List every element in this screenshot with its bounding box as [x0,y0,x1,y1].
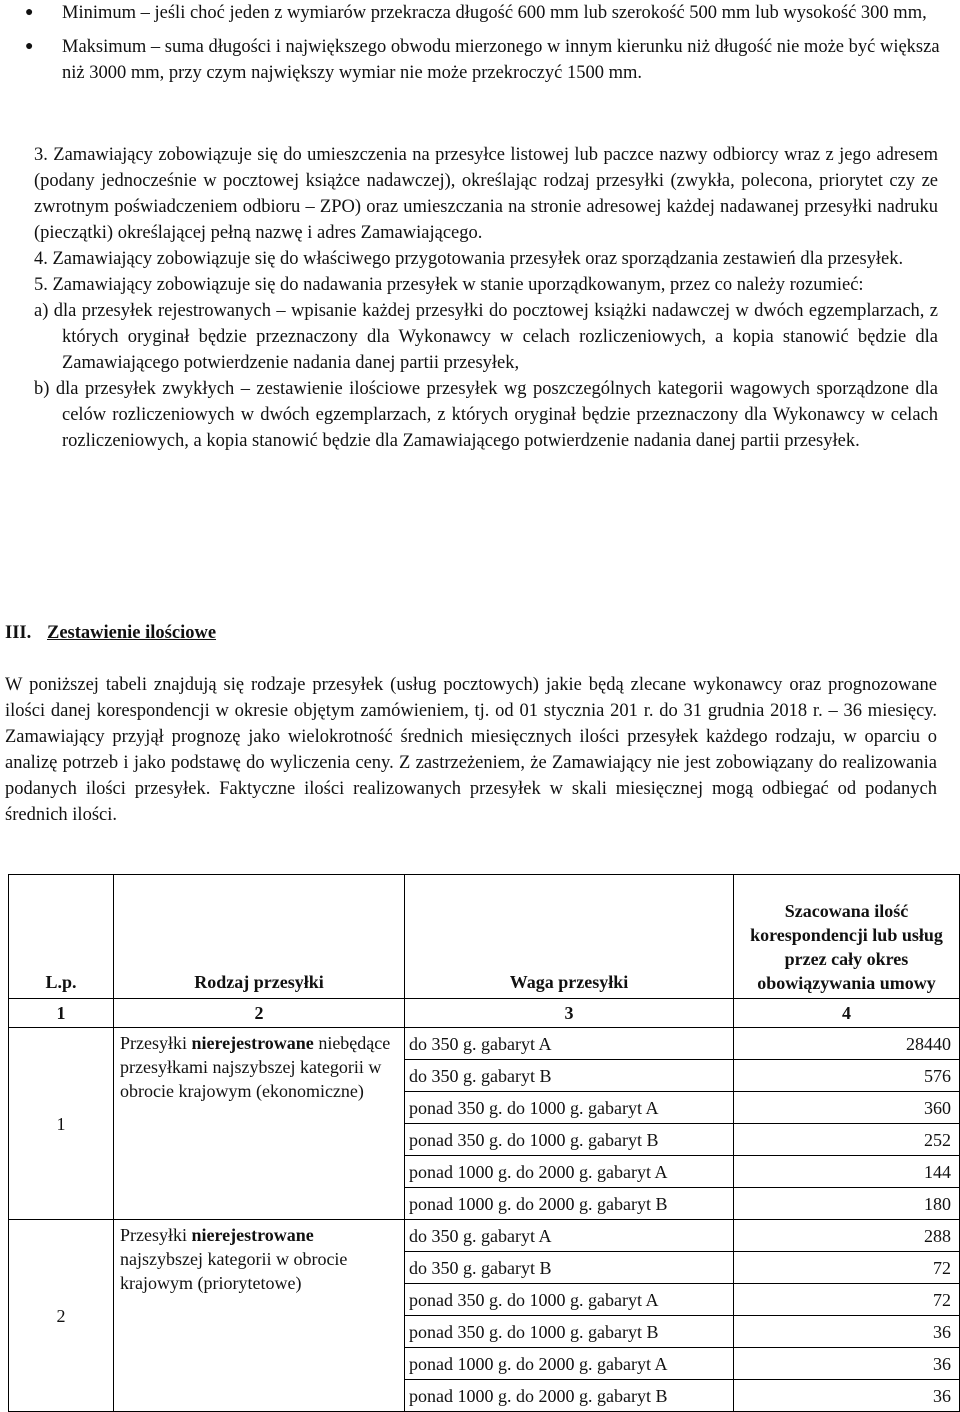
point-3: 3. Zamawiający zobowiązuje się do umieszczenia na przesyłce listowej lub paczce nazwy odbiorcy wraz z jego adresem (podany jednocześnie w pocztowej książce nadawczej), określając rodzaj przesyłki (zwykła, polecona, priorytet czy ze zwrotnym poświadczeniem odbioru – ZPO) oraz umieszczania na stronie adresowej każdej nadawanej przesyłki nadruku (pieczątki) określającej pełną nazwę i adres Zamawiającego. [34,145,938,243]
header-waga: Waga przesyłki [405,875,734,999]
kind-text: najszybszej kategorii w obrocie krajowym (priorytetowe) [120,1249,348,1293]
waga-cell: do 350 g. gabaryt A [405,1028,734,1060]
ilosc-cell: 72 [734,1252,960,1284]
waga-cell: ponad 350 g. do 1000 g. gabaryt A [405,1092,734,1124]
waga-cell: ponad 1000 g. do 2000 g. gabaryt A [405,1348,734,1380]
ilosc-cell: 72 [734,1284,960,1316]
waga-cell: ponad 1000 g. do 2000 g. gabaryt B [405,1188,734,1220]
kind-bold-text: nierejestrowane [191,1033,314,1053]
column-number-row [9,999,960,1028]
lp-cell: 2 [9,1220,114,1412]
ilosc-cell: 576 [734,1060,960,1092]
waga-cell: do 350 g. gabaryt B [405,1252,734,1284]
waga-cell: ponad 350 g. do 1000 g. gabaryt B [405,1124,734,1156]
table-header-row [9,875,960,999]
table-row [9,1220,960,1252]
bullet-text: Maksimum – suma długości i największego obwodu mierzonego w innym kierunku niż długość nie może być większa niż 3000 mm, przy czym największy wymiar nie może przekroczyć 1500 mm. [62,37,940,83]
point-5: 5. Zamawiający zobowiązuje się do nadawania przesyłek w stanie uporządkowanym, przez co należy rozumieć: [34,275,864,295]
ilosc-cell: 288 [734,1220,960,1252]
waga-cell: ponad 1000 g. do 2000 g. gabaryt A [405,1156,734,1188]
point-4: 4. Zamawiający zobowiązuje się do właściwego przygotowania przesyłek oraz sporządzania zestawień dla przesyłek. [34,249,904,269]
ilosc-cell: 252 [734,1124,960,1156]
waga-cell: do 350 g. gabaryt B [405,1060,734,1092]
waga-cell: ponad 1000 g. do 2000 g. gabaryt B [405,1380,734,1412]
waga-cell: do 350 g. gabaryt A [405,1220,734,1252]
bullet-item [0,0,940,26]
bullet-list [0,0,940,86]
ilosc-cell: 36 [734,1380,960,1412]
kind-text: niebędące przesyłkami najszybszej kategorii w obrocie krajowym (ekonomiczne) [120,1033,391,1101]
bullet-text: Minimum – jeśli choć jeden z wymiarów przekracza długość 600 mm lub szerokość 500 mm lub wysokość 300 mm, [62,3,927,23]
table-row [9,1028,960,1060]
colnum: 4 [734,999,960,1028]
lp-cell: 1 [9,1028,114,1220]
ilosc-cell: 36 [734,1316,960,1348]
header-ilosc: Szacowana ilość korespondencji lub usług przez cały okres obowiązywania umowy [734,875,960,999]
bullet-icon: ● [25,5,34,20]
ilosc-cell: 144 [734,1156,960,1188]
quantity-table [8,874,960,1412]
bullet-icon: ● [25,39,34,54]
waga-cell: ponad 350 g. do 1000 g. gabaryt B [405,1316,734,1348]
kind-text: Przesyłki [120,1033,192,1053]
point-5b: b) dla przesyłek zwykłych – zestawienie ilościowe przesyłek wg poszczególnych kategorii wagowych sporządzone dla celów rozliczeniowych w dwóch egzemplarzach, z których oryginał będzie przeznaczony dla Wykonawcy w celach rozliczeniowych, a kopia stanowić będzie dla Zamawiającego potwierdzenie nadania danej partii przesyłek. [34,379,938,451]
kind-cell [114,1220,405,1412]
ilosc-cell: 28440 [734,1028,960,1060]
ilosc-cell: 360 [734,1092,960,1124]
colnum: 2 [114,999,405,1028]
header-lp: L.p. [9,875,114,999]
header-rodzaj: Rodzaj przesyłki [114,875,405,999]
ilosc-cell: 36 [734,1348,960,1380]
section-heading [5,620,216,646]
bullet-item [0,34,940,86]
waga-cell: ponad 350 g. do 1000 g. gabaryt A [405,1284,734,1316]
intro-paragraph: W poniższej tabeli znajdują się rodzaje przesyłek (usług pocztowych) jakie będą zlecane wykonawcy oraz prognozowane ilości danej korespondencji w okresie objętym zamówieniem, tj. od 01 stycznia 201 r. do 31 grudnia 2018 r. – 36 miesięcy. Zamawiający przyjął prognozę jako wielokrotność średnich miesięcznych ilości przesyłek każdego rodzaju, w oparciu o analizę potrzeb i jako podstawę do wyliczenia ceny. Z zastrzeżeniem, że Zamawiający nie jest zobowiązany do realizowania podanych ilości przesyłek. Faktyczne ilości realizowanych przesyłek w skali miesięcznej mogą odbiegać od podanych średnich ilości. [5,675,937,825]
colnum: 3 [405,999,734,1028]
ilosc-cell: 180 [734,1188,960,1220]
kind-text: Przesyłki [120,1225,192,1245]
point-5a: a) dla przesyłek rejestrowanych – wpisanie każdej przesyłki do pocztowej książki nadawczej w dwóch egzemplarzach, z których oryginał będzie przeznaczony dla Wykonawcy w celach rozliczeniowych, a kopia stanowić będzie dla Zamawiającego potwierdzenie nadania danej partii przesyłek, [34,301,938,373]
numbered-points [34,142,938,454]
section-title: Zestawienie ilościowe [47,623,217,643]
kind-cell [114,1028,405,1220]
section-number: III. [5,623,32,643]
kind-bold-text: nierejestrowane [191,1225,314,1245]
colnum: 1 [9,999,114,1028]
